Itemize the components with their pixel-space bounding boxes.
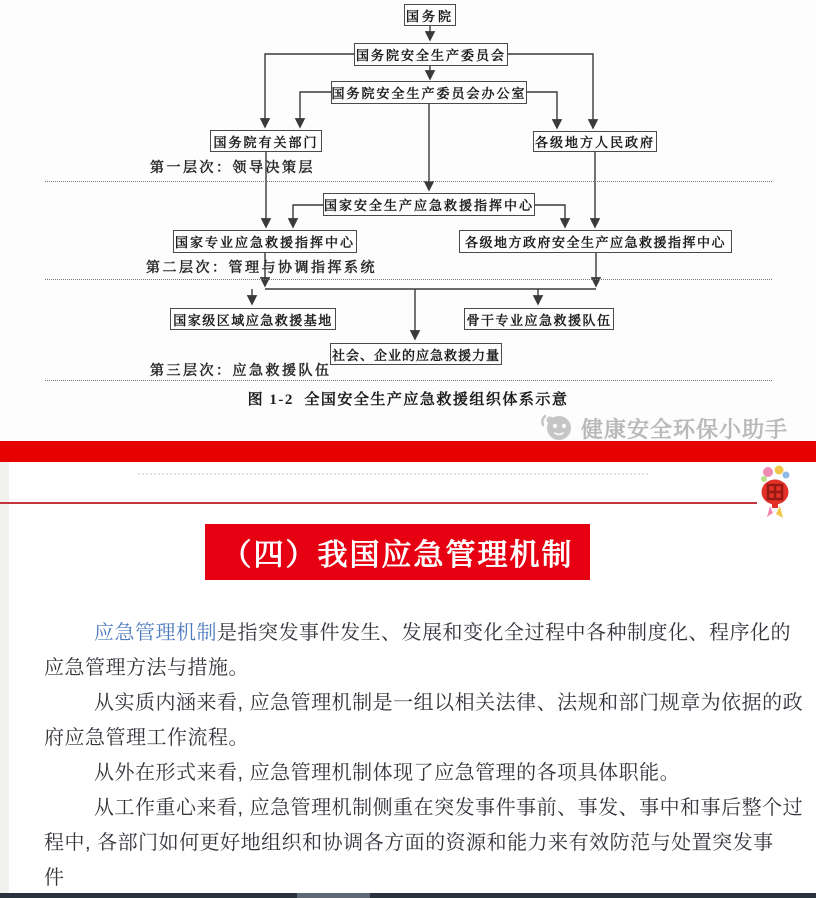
flowchart-box-regional-rescue-bases: 国家级区域应急救援基地 — [170, 308, 336, 330]
faint-dotted-line — [138, 473, 648, 475]
body-line-4: 府应急管理工作流程。 — [44, 727, 249, 749]
flowchart-box-social-enterprise-forces: 社会、企业的应急救援力量 — [330, 343, 502, 365]
flowchart-connectors — [0, 0, 816, 440]
dashed-separator-3 — [45, 380, 772, 381]
scrollbar-thumb[interactable] — [297, 893, 370, 898]
body-line-7: 程中, 各部门如何更好地组织和协调各方面的资源和能力来有效防范与处置突发事 — [44, 832, 774, 854]
fu-lantern-emblem-icon — [758, 465, 794, 523]
body-line-3: 从实质内涵来看, 应急管理机制是一组以相关法律、法规和部门规章为依据的政 — [94, 692, 804, 714]
watermark-text: 健康安全环保小助手 — [581, 416, 789, 442]
flowchart-box-relevant-departments: 国务院有关部门 — [210, 130, 322, 152]
slide-title: （四）我国应急管理机制 — [205, 524, 590, 580]
bottom-scrollbar — [0, 893, 816, 898]
highlight-term: 应急管理机制 — [94, 622, 217, 644]
org-chart-figure — [0, 0, 816, 440]
body-line-5: 从外在形式来看, 应急管理机制体现了应急管理的各项具体职能。 — [94, 762, 681, 784]
layer-label-3: 第三层次：应急救援队伍 — [150, 364, 332, 379]
layer-label-2: 第二层次：管理与协调指挥系统 — [146, 261, 377, 276]
page-left-edge — [0, 462, 9, 893]
dashed-separator-2 — [45, 279, 772, 280]
body-line-2: 应急管理方法与措施。 — [44, 657, 249, 679]
body-line-1-rest: 是指突发事件发生、发展和变化全过程中各种制度化、程序化的 — [217, 622, 791, 644]
dashed-separator-1 — [45, 181, 772, 182]
red-divider-band — [0, 441, 816, 462]
flowchart-box-local-governments: 各级地方人民政府 — [533, 131, 657, 152]
watermark-logo-icon — [540, 413, 574, 443]
flowchart-box-backbone-rescue-teams: 骨干专业应急救援队伍 — [464, 308, 614, 330]
body-line-6: 从工作重心来看, 应急管理机制侧重在突发事件事前、事发、事中和事后整个过 — [94, 797, 804, 819]
flowchart-box-national-professional-command-center: 国家专业应急救援指挥中心 — [173, 230, 357, 253]
flowchart-box-local-gov-command-centers: 各级地方政府安全生产应急救援指挥中心 — [459, 230, 732, 253]
flowchart-box-committee-office: 国务院安全生产委员会办公室 — [331, 81, 527, 104]
body-line-1 — [44, 616, 791, 651]
slide-body — [44, 616, 804, 896]
thin-red-rule — [0, 502, 757, 504]
figure-caption: 图 1-2 全国安全生产应急救援组织体系示意 — [247, 392, 569, 408]
flowchart-box-work-safety-committee: 国务院安全生产委员会 — [354, 43, 508, 66]
layer-label-1: 第一层次：领导决策层 — [150, 161, 315, 176]
flowchart-box-state-council: 国务院 — [404, 4, 456, 26]
body-line-8: 件 — [44, 867, 65, 889]
watermark — [540, 413, 788, 443]
flowchart-box-national-rescue-command-center: 国家安全生产应急救援指挥中心 — [323, 193, 535, 216]
